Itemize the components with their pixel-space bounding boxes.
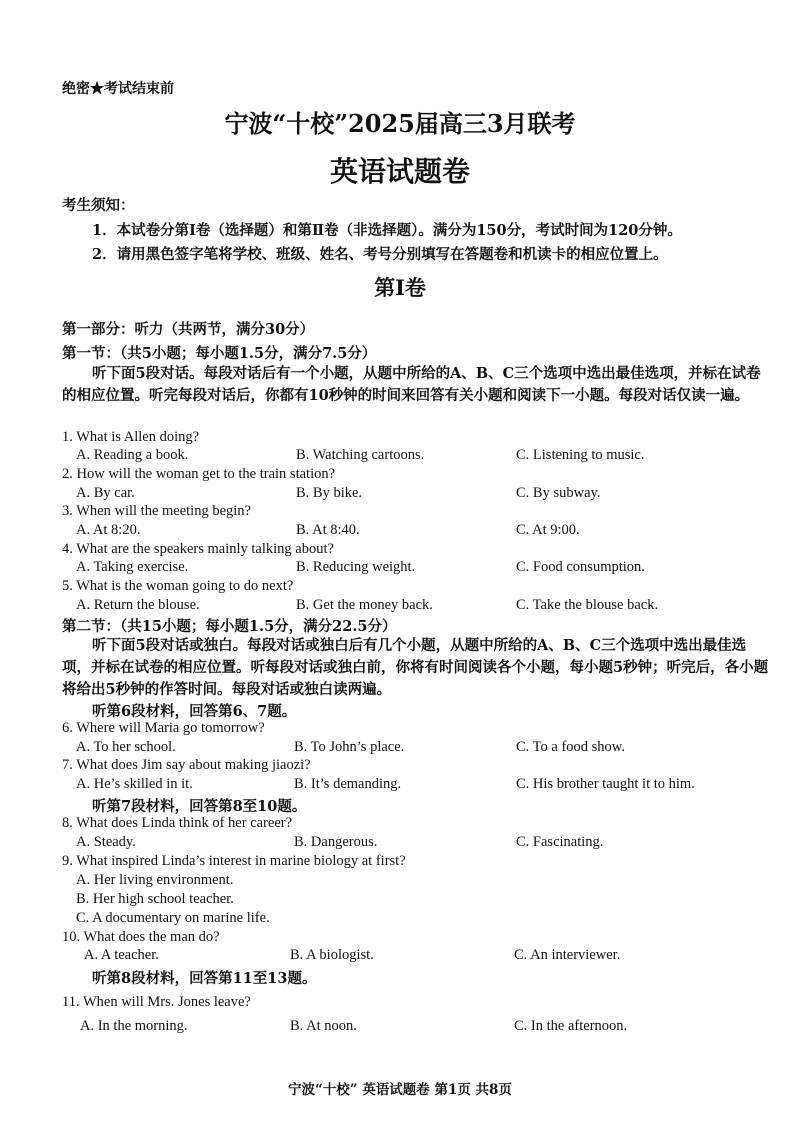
option-a: A. Taking exercise. bbox=[76, 559, 189, 575]
part1-title: 第一部分：听力（共两节，满分30分） bbox=[62, 321, 315, 338]
option-c: C. An interviewer. bbox=[514, 947, 621, 963]
option-c: C. Take the blouse back. bbox=[516, 597, 659, 613]
option-c: C. A documentary on marine life. bbox=[76, 910, 270, 926]
option-c: C. By subway. bbox=[516, 485, 601, 501]
section1-instruction: 听下面5段对话。每段对话后有一个小题，从题中所给的A、B、C三个选项中选出最佳选项，并标在试卷的相应位置。听完每段对话后，你都有10秒钟的时间来回答有关小题和阅读下一小题。每段对话仅读一遍。 bbox=[62, 365, 761, 404]
question-stem: 2. How will the woman get to the train station? bbox=[62, 466, 336, 482]
material-note: 听第8段材料，回答第11至13题。 bbox=[92, 970, 317, 987]
section1-title: 第一节：（共5小题；每小题1.5分，满分7.5分） bbox=[62, 345, 377, 362]
option-b: B. By bike. bbox=[296, 485, 363, 501]
question-stem: 7. What does Jim say about making jiaozi? bbox=[62, 757, 311, 773]
material-note: 听第6段材料，回答第6、7题。 bbox=[92, 703, 297, 720]
option-b: B. A biologist. bbox=[290, 947, 374, 963]
question-stem: 6. Where will Maria go tomorrow? bbox=[62, 720, 265, 736]
option-a: A. Reading a book. bbox=[76, 447, 189, 463]
question-stem: 1. What is Allen doing? bbox=[62, 429, 200, 445]
question-stem: 4. What are the speakers mainly talking about? bbox=[62, 541, 334, 557]
option-a: A. By car. bbox=[76, 485, 135, 501]
option-a: A. In the morning. bbox=[80, 1018, 188, 1034]
option-b: B. Get the money back. bbox=[296, 597, 433, 613]
option-b: B. At 8:40. bbox=[296, 522, 360, 538]
confidential-label: 绝密★考试结束前 bbox=[62, 81, 174, 97]
option-c: C. Fascinating. bbox=[516, 834, 604, 850]
section2-instruction: 听下面5段对话或独白。每段对话或独白后有几个小题，从题中所给的A、B、C三个选项中选出最佳选项，并标在试卷的相应位置。听每段对话或独白前，你将有时间阅读各个小题，每小题5秒钟；听完后，各小题将给出5秒钟的作答时间。每段对话或独白读两遍。 bbox=[62, 637, 769, 698]
option-c: C. In the afternoon. bbox=[514, 1018, 628, 1034]
question-stem: 5. What is the woman going to do next? bbox=[62, 578, 294, 594]
option-a: A. Return the blouse. bbox=[76, 597, 200, 613]
option-c: C. Food consumption. bbox=[516, 559, 645, 575]
option-a: A. At 8:20. bbox=[76, 522, 141, 538]
notice-item: 2．请用黑色签字笔将学校、班级、姓名、考号分别填写在答题卷和机读卡的相应位置上。 bbox=[92, 246, 668, 263]
page-footer: 宁波“十校” 英语试题卷 第1页 共8页 bbox=[288, 1082, 512, 1098]
option-a: A. To her school. bbox=[76, 739, 176, 755]
option-b: B. To John’s place. bbox=[294, 739, 405, 755]
material-note: 听第7段材料，回答第8至10题。 bbox=[92, 798, 307, 815]
option-a: A. A teacher. bbox=[84, 947, 159, 963]
question-stem: 9. What inspired Linda’s interest in marine biology at first? bbox=[62, 853, 406, 869]
question-stem: 11. When will Mrs. Jones leave? bbox=[62, 994, 251, 1010]
option-c: C. To a food show. bbox=[516, 739, 625, 755]
option-b: B. Reducing weight. bbox=[296, 559, 416, 575]
option-b: B. It’s demanding. bbox=[294, 776, 402, 792]
question-stem: 8. What does Linda think of her career? bbox=[62, 815, 293, 831]
option-b: B. Watching cartoons. bbox=[296, 447, 425, 463]
option-c: C. Listening to music. bbox=[516, 447, 645, 463]
question-stem: 10. What does the man do? bbox=[62, 929, 220, 945]
option-c: C. His brother taught it to him. bbox=[516, 776, 695, 792]
question-stem: 3. When will the meeting begin? bbox=[62, 503, 251, 519]
exam-title: 宁波“十校”2025届高三3月联考 bbox=[224, 109, 576, 138]
notice-item: 1．本试卷分第Ⅰ卷（选择题）和第Ⅱ卷（非选择题）。满分为150分，考试时间为120分钟。 bbox=[92, 222, 682, 239]
option-b: B. Dangerous. bbox=[294, 834, 378, 850]
option-b: B. Her high school teacher. bbox=[76, 891, 234, 907]
section2-title: 第二节：（共15小题；每小题1.5分，满分22.5分） bbox=[62, 618, 397, 635]
paper-subtitle: 英语试题卷 bbox=[329, 155, 470, 188]
option-a: A. Her living environment. bbox=[76, 872, 234, 888]
volume-title: 第Ⅰ卷 bbox=[374, 275, 426, 300]
option-a: A. Steady. bbox=[76, 834, 136, 850]
option-c: C. At 9:00. bbox=[516, 522, 580, 538]
notice-heading: 考生须知： bbox=[62, 197, 135, 214]
option-b: B. At noon. bbox=[290, 1018, 357, 1034]
option-a: A. He’s skilled in it. bbox=[76, 776, 193, 792]
